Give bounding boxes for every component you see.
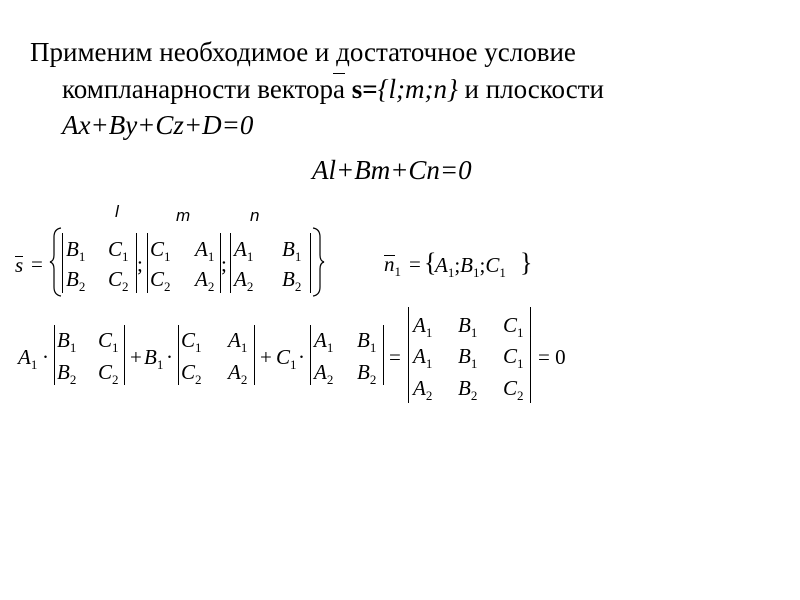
det3x3-r1c3: $C_1$ xyxy=(503,313,524,340)
n-equals: = xyxy=(409,252,421,276)
det3-right-bar xyxy=(310,233,311,293)
heading-line-1: Применим необходимое и достаточное условие xyxy=(30,37,576,67)
col-head-m: m xyxy=(176,206,191,225)
n-left-brace: { xyxy=(424,248,437,277)
det1-r1c1: $B_1$ xyxy=(66,237,86,264)
plus-2: + xyxy=(260,345,272,369)
det2-left-bar xyxy=(147,233,148,293)
heading-space xyxy=(345,74,352,104)
exp-det3-left-bar xyxy=(310,325,311,385)
det3-r1c2: $B_1$ xyxy=(282,237,302,264)
det1-r1c2: $C_1$ xyxy=(108,237,129,264)
exp-det1-right-bar xyxy=(124,325,125,385)
exp-det2-r2c2: $A_2$ xyxy=(228,360,248,387)
exp-det1-left-bar xyxy=(54,325,55,385)
coplanarity-condition: Al+Bm+Cn=0 xyxy=(312,155,472,185)
det3x3-r3c3: $C_2$ xyxy=(503,376,524,403)
dot-3: · xyxy=(298,345,305,369)
s-vector-name xyxy=(15,253,23,278)
n-vector-name: $n_1$ xyxy=(384,252,401,279)
det3x3-r3c1: $A_2$ xyxy=(413,376,433,403)
det3x3-r2c1: $A_1$ xyxy=(413,344,433,371)
s-vector-letter: s xyxy=(15,253,24,277)
dot-1: · xyxy=(42,345,49,369)
det3x3-r1c1: $A_1$ xyxy=(413,313,433,340)
exp-det3-r1c2: $B_1$ xyxy=(357,328,377,355)
det3x3-r2c3: $C_1$ xyxy=(503,344,524,371)
exp-det3-r2c2: $B_2$ xyxy=(357,360,377,387)
heading-line-2 xyxy=(62,73,604,105)
col-head-n: n xyxy=(250,206,260,225)
n-components: $A_1;B_1;C_1$ xyxy=(435,253,506,280)
sep-1: ; xyxy=(137,252,143,276)
coef-A1: $A_1$ xyxy=(18,345,38,372)
heading-vector-bar-letter: а xyxy=(333,74,346,104)
det3-r1c1: $A_1$ xyxy=(234,237,254,264)
exp-det1-r2c2: $C_2$ xyxy=(98,360,119,387)
det3x3-r3c2: $B_2$ xyxy=(458,376,478,403)
exp-det3-r2c1: $A_2$ xyxy=(314,360,334,387)
exp-det2-r2c1: $C_2$ xyxy=(181,360,202,387)
exp-det1-r2c1: $B_2$ xyxy=(57,360,77,387)
exp-det3-r1c1: $A_1$ xyxy=(314,328,334,355)
det2-r2c1: $C_2$ xyxy=(150,267,171,294)
heading-vector-components: {l;m;n} xyxy=(377,74,458,104)
det1-r2c2: $C_2$ xyxy=(108,267,129,294)
n-right-brace: } xyxy=(520,248,533,277)
det3-left-bar xyxy=(230,233,231,293)
dot-2: · xyxy=(166,345,173,369)
equals-zero: = 0 xyxy=(538,345,566,369)
plane-equation: Ax+By+Cz+D=0 xyxy=(62,110,254,140)
n-vector-letter: n xyxy=(384,252,395,276)
det1-left-bar xyxy=(62,233,63,293)
left-brace xyxy=(49,227,63,297)
det3-r2c2: $B_2$ xyxy=(282,267,302,294)
det2-r1c2: $A_1$ xyxy=(195,237,215,264)
det3x3-right-bar xyxy=(530,307,531,403)
coef-C1: $C_1$ xyxy=(276,345,297,372)
s-equals: = xyxy=(31,252,43,276)
det3x3-r1c2: $B_1$ xyxy=(458,313,478,340)
right-brace xyxy=(311,227,325,297)
exp-det2-left-bar xyxy=(178,325,179,385)
exp-det2-r1c2: $A_1$ xyxy=(228,328,248,355)
det1-r2c1: $B_2$ xyxy=(66,267,86,294)
det2-r1c1: $C_1$ xyxy=(150,237,171,264)
col-head-l: l xyxy=(115,202,119,221)
heading-vector-s: s xyxy=(351,74,363,104)
det2-r2c2: $A_2$ xyxy=(195,267,215,294)
exp-det1-r1c1: $B_1$ xyxy=(57,328,77,355)
det3-r2c1: $A_2$ xyxy=(234,267,254,294)
det3x3-left-bar xyxy=(408,307,409,403)
exp-det2-right-bar xyxy=(254,325,255,385)
exp-det3-right-bar xyxy=(383,325,384,385)
det3x3-r2c2: $B_1$ xyxy=(458,344,478,371)
coef-B1: $B_1$ xyxy=(144,345,164,372)
heading-equals: = xyxy=(362,74,378,104)
exp-det2-r1c1: $C_1$ xyxy=(181,328,202,355)
heading-text-post: и плоскости xyxy=(457,74,604,104)
plus-1: + xyxy=(130,345,142,369)
exp-det1-r1c2: $C_1$ xyxy=(98,328,119,355)
equals-sign: = xyxy=(389,345,401,369)
heading-text-pre: компланарности вектор xyxy=(62,74,334,104)
sep-2: ; xyxy=(221,252,227,276)
